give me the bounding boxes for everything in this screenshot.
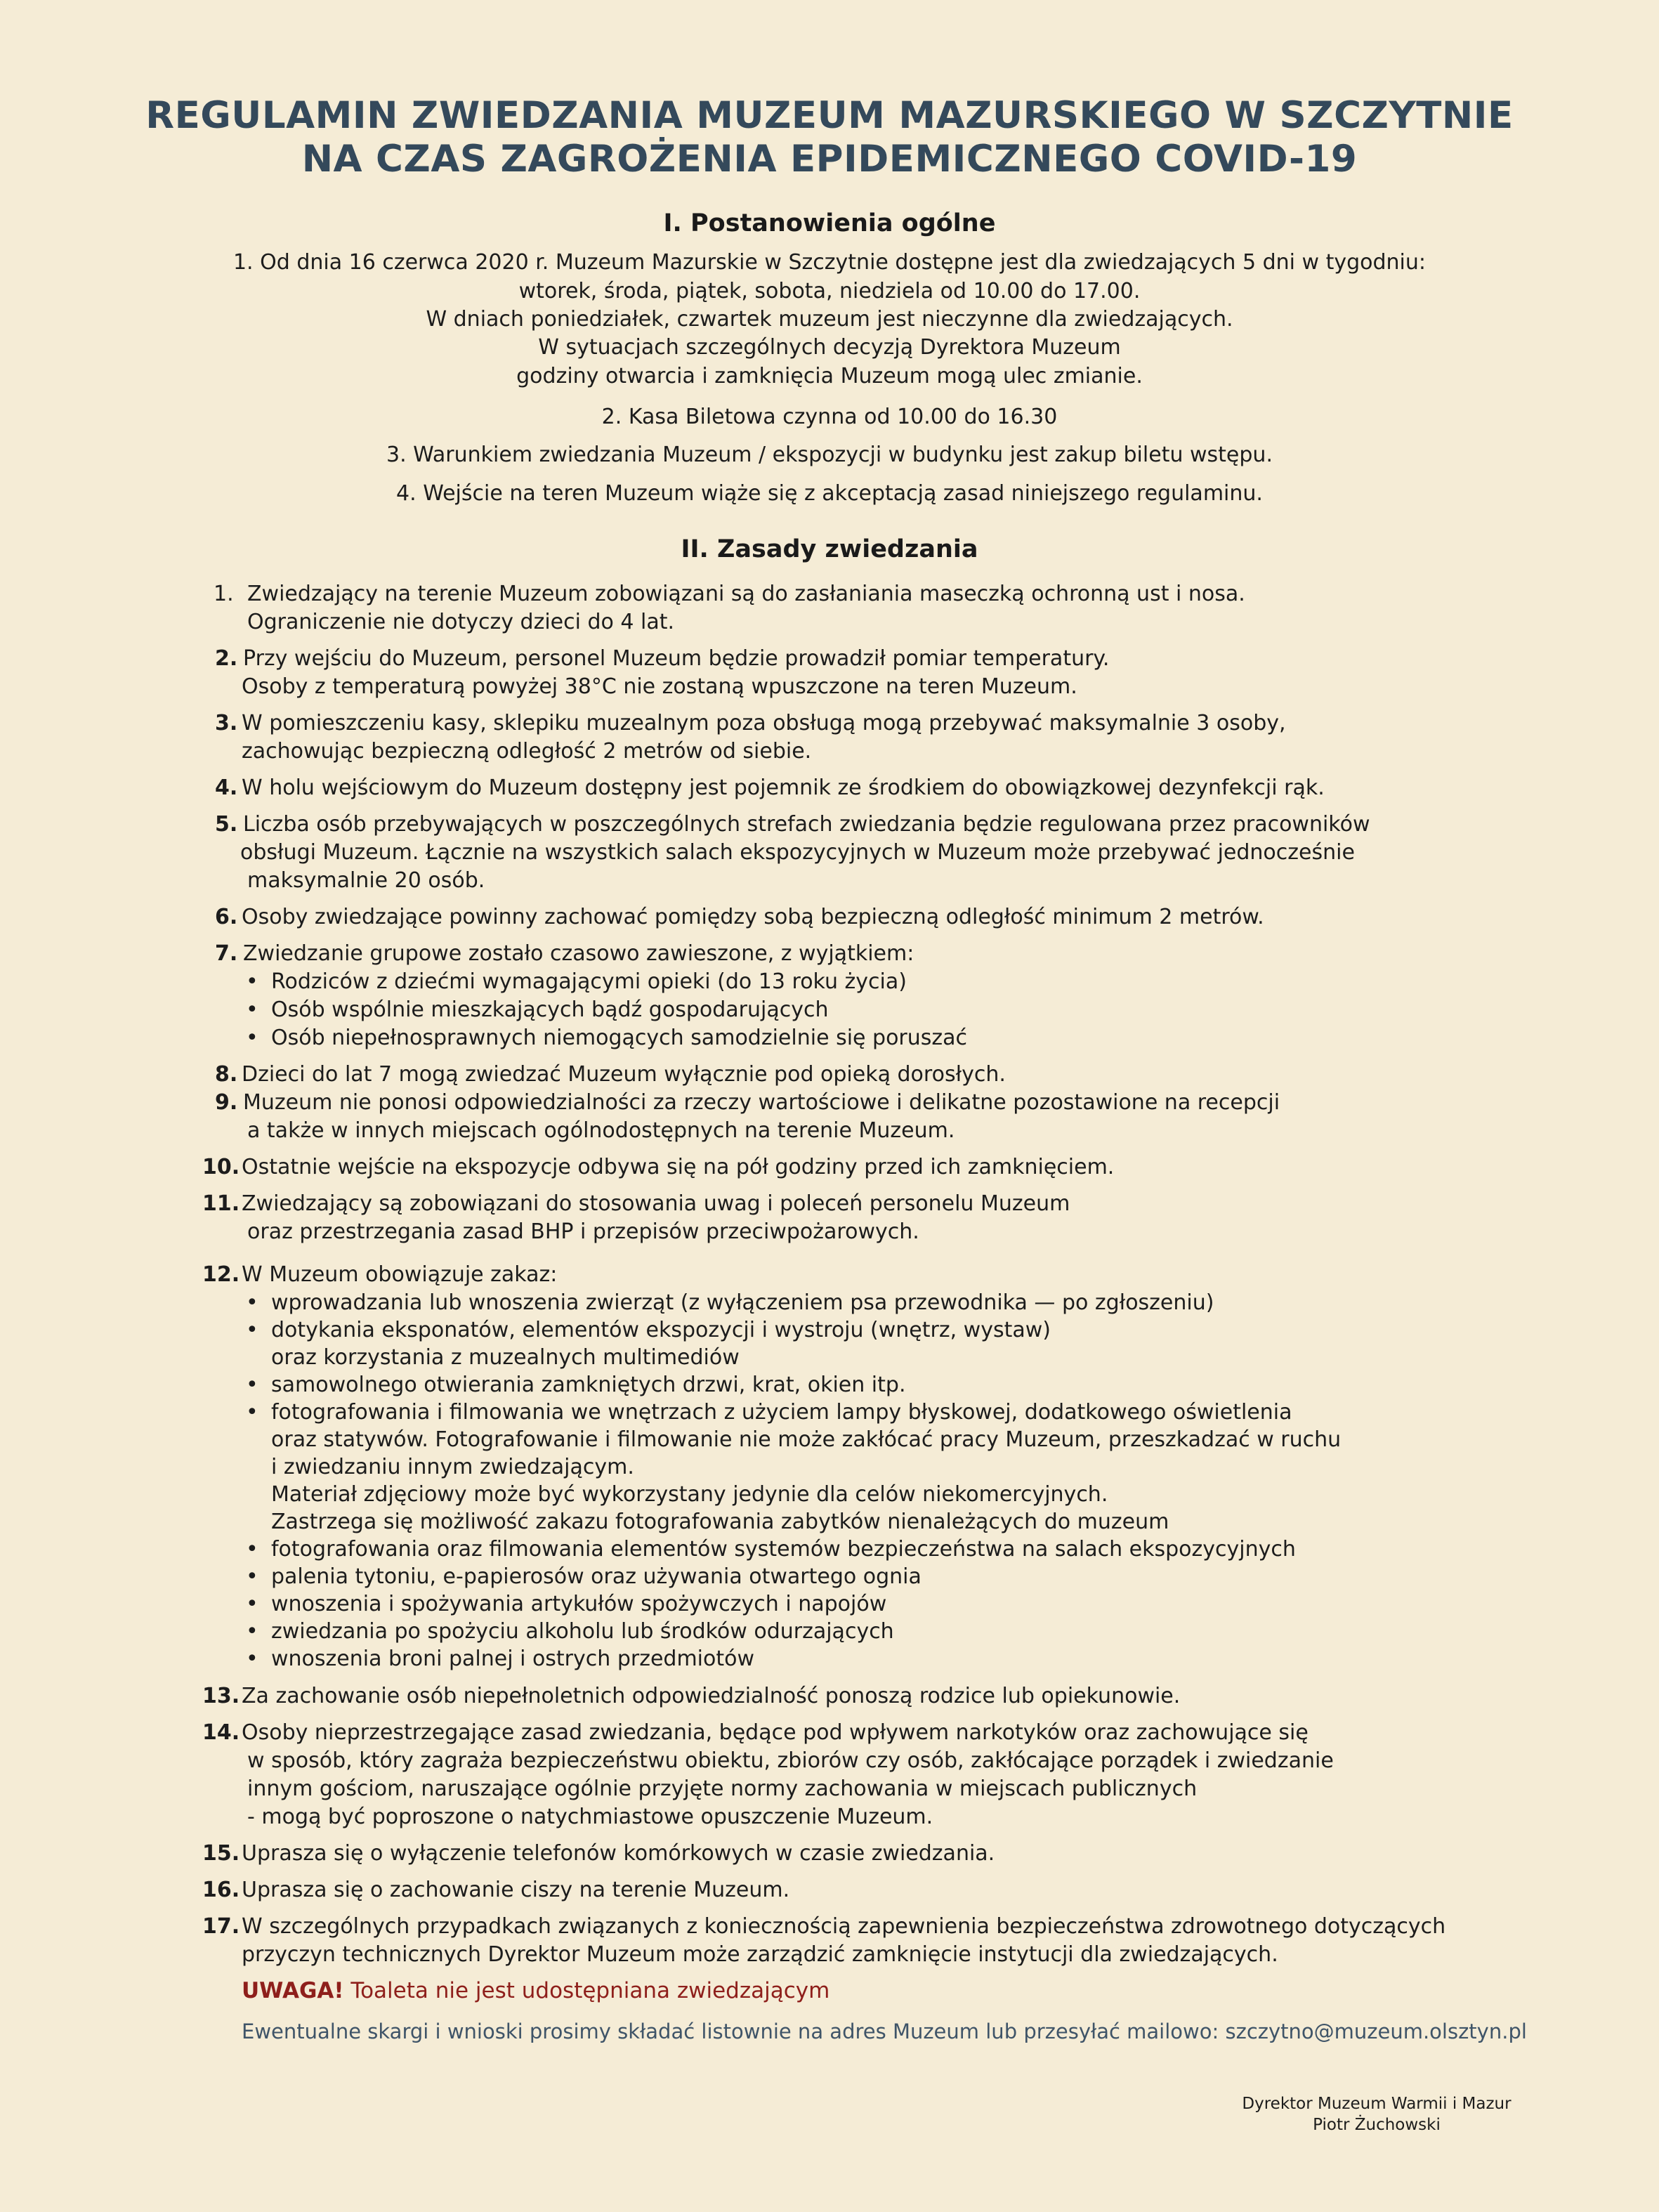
list-item-line: Przy wejściu do Muzeum, personel Muzeum będzie prowadził pomiar temperatury. — [243, 646, 1110, 671]
list-item-line: Dzieci do lat 7 mogą zwiedzać Muzeum wyłącznie pod opieką dorosłych. — [242, 1062, 1006, 1087]
list-item-line: Liczba osób przebywających w poszczególnych strefach zwiedzania będzie regulowana przez pracowników — [243, 812, 1370, 837]
bullet-item-continuation: Materiał zdjęciowy może być wykorzystany jedynie dla celów niekomercyjnych. — [271, 1482, 1108, 1507]
bullet-item: • dotykania eksponatów, elementów ekspozycji i wystroju (wnętrz, wystaw) — [246, 1316, 1051, 1344]
list-item-line: innym gościom, naruszające ogólnie przyjęte normy zachowania w miejscach publicznych — [247, 1776, 1198, 1801]
list-item-line: Uprasza się o zachowanie ciszy na terenie Muzeum. — [242, 1878, 790, 1902]
section-1-line: 1. Od dnia 16 czerwca 2020 r. Muzeum Mazurskie w Szczytnie dostępne jest dla zwiedzających 5 dni w tygodniu: — [232, 250, 1427, 275]
bullet-item-continuation: oraz korzystania z muzealnych multimediów — [271, 1345, 740, 1370]
list-item-line: oraz przestrzegania zasad BHP i przepisów przeciwpożarowych. — [247, 1219, 919, 1244]
signature-block — [1194, 2093, 1559, 2135]
bullet-item: • fotografowania oraz filmowania elementów systemów bezpieczeństwa na salach ekspozycyjnych — [246, 1536, 1296, 1564]
section-1-line: wtorek, środa, piątek, sobota, niedziela od 10.00 do 17.00. — [518, 279, 1141, 303]
list-item-number: 6. — [215, 905, 238, 929]
list-item-number: 13. — [202, 1684, 240, 1708]
list-item-line: obsługi Muzeum. Łącznie na wszystkich salach ekspozycyjnych w Muzeum może przebywać jednocześnie — [240, 840, 1355, 865]
list-item-line: Muzeum nie ponosi odpowiedzialności za rzeczy wartościowe i delikatne pozostawione na recepcji — [243, 1090, 1280, 1115]
list-item-line: Zwiedzający na terenie Muzeum zobowiązani są do zasłaniania maseczką ochronną ust i nosa. — [247, 582, 1245, 606]
list-item-number: 7. — [215, 941, 238, 966]
signature-name: Piotr Żuchowski — [1313, 2116, 1441, 2134]
bullet-item: • palenia tytoniu, e-papierosów oraz używania otwartego ognia — [246, 1563, 922, 1591]
bullet-item-continuation: oraz statywów. Fotografowanie i filmowanie nie może zakłócać pracy Muzeum, przeszkadzać w ruchu — [271, 1427, 1342, 1452]
warning-text: Toaleta nie jest udostępniana zwiedzającym — [350, 1978, 830, 2003]
list-item-number: 8. — [215, 1062, 238, 1087]
list-item-number: 15. — [202, 1841, 240, 1866]
section-1-line: 4. Wejście na teren Muzeum wiąże się z akceptacją zasad niniejszego regulaminu. — [396, 481, 1263, 506]
bullet-item: • wnoszenia i spożywania artykułów spożywczych i napojów — [246, 1590, 886, 1618]
list-item-line: Osoby nieprzestrzegające zasad zwiedzania, będące pod wpływem narkotyków oraz zachowujące się — [242, 1720, 1309, 1745]
list-item-line: Zwiedzający są zobowiązani do stosowania uwag i poleceń personelu Muzeum — [242, 1191, 1070, 1216]
list-item-number: 11. — [202, 1191, 240, 1216]
warning-notice — [242, 1977, 830, 2005]
bullet-item: • Rodziców z dziećmi wymagającymi opieki (do 13 roku życia) — [246, 968, 907, 996]
signature-role: Dyrektor Muzeum Warmii i Mazur — [1242, 2095, 1512, 2113]
title-line-2: NA CZAS ZAGROŻENIA EPIDEMICZNEGO COVID-19 — [301, 138, 1358, 181]
list-item-line: w sposób, który zagraża bezpieczeństwu obiektu, zbiorów czy osób, zakłócające porządek i zwiedzanie — [247, 1748, 1334, 1773]
list-item-number: 5. — [215, 812, 238, 837]
list-item-line: a także w innych miejscach ogólnodostępnych na terenie Muzeum. — [247, 1118, 955, 1143]
list-item-line: W holu wejściowym do Muzeum dostępny jest pojemnik ze środkiem do obowiązkowej dezynfekcji rąk. — [242, 775, 1325, 800]
list-item-line: Ograniczenie nie dotyczy dzieci do 4 lat. — [247, 610, 675, 634]
list-item-line: przyczyn technicznych Dyrektor Muzeum może zarządzić zamknięcie instytucji dla zwiedzających. — [242, 1942, 1278, 1967]
list-item-number: 1. — [214, 582, 234, 606]
list-item-line: - mogą być poproszone o natychmiastowe opuszczenie Muzeum. — [247, 1805, 933, 1829]
section-1-line: godziny otwarcia i zamknięcia Muzeum mogą ulec zmianie. — [516, 364, 1143, 388]
list-item-line: Za zachowanie osób niepełnoletnich odpowiedzialność ponoszą rodzice lub opiekunowie. — [242, 1684, 1181, 1708]
bullet-item-continuation: Zastrzega się możliwość zakazu fotografowania zabytków nienależących do muzeum — [271, 1510, 1169, 1534]
list-item-line: Osoby z temperaturą powyżej 38°C nie zostaną wpuszczone na teren Muzeum. — [242, 674, 1077, 699]
section-2-heading: II. Zasady zwiedzania — [681, 535, 978, 563]
title-line-1: REGULAMIN ZWIEDZANIA MUZEUM MAZURSKIEGO W SZCZYTNIE — [145, 94, 1514, 137]
list-item-line: zachowując bezpieczną odległość 2 metrów od siebie. — [242, 739, 812, 764]
list-item-number: 10. — [202, 1155, 240, 1179]
list-item-number: 4. — [215, 775, 238, 800]
list-item-number: 9. — [215, 1090, 238, 1115]
section-1-line: W dniach poniedziałek, czwartek muzeum jest nieczynne dla zwiedzających. — [426, 307, 1233, 332]
bullet-item-continuation: i zwiedzaniu innym zwiedzającym. — [271, 1455, 634, 1479]
list-item-number: 16. — [202, 1878, 240, 1902]
complaints-note: Ewentualne skargi i wnioski prosimy składać listownie na adres Muzeum lub przesyłać mailowo: szczytno@muzeum.olsztyn.pl — [242, 2020, 1527, 2043]
list-item-line: W pomieszczeniu kasy, sklepiku muzealnym poza obsługą mogą przebywać maksymalnie 3 osoby, — [242, 711, 1286, 735]
page-title — [0, 94, 1659, 181]
list-item-number: 14. — [202, 1720, 240, 1745]
section-1-line: 3. Warunkiem zwiedzania Muzeum / ekspozycji w budynku jest zakup biletu wstępu. — [386, 443, 1273, 467]
list-item-line: Zwiedzanie grupowe zostało czasowo zawieszone, z wyjątkiem: — [243, 941, 914, 966]
bullet-item: • Osób niepełnosprawnych niemogących samodzielnie się poruszać — [246, 1024, 967, 1052]
list-item-number: 12. — [202, 1262, 240, 1287]
bullet-item: • zwiedzania po spożyciu alkoholu lub środków odurzających — [246, 1618, 894, 1646]
bullet-item: • samowolnego otwierania zamkniętych drzwi, krat, okien itp. — [246, 1371, 906, 1399]
list-item-number: 3. — [215, 711, 238, 735]
warning-label: UWAGA! — [242, 1978, 344, 2003]
section-1-heading: I. Postanowienia ogólne — [663, 209, 996, 237]
list-item-line: W szczególnych przypadkach związanych z koniecznością zapewnienia bezpieczeństwa zdrowotnego dotyczących — [242, 1914, 1446, 1939]
section-1-line: 2. Kasa Biletowa czynna od 10.00 do 16.30 — [601, 405, 1058, 429]
list-item-line: Ostatnie wejście na ekspozycje odbywa się na pół godziny przed ich zamknięciem. — [242, 1155, 1115, 1179]
list-item-number: 17. — [202, 1914, 240, 1939]
bullet-item: • fotografowania i filmowania we wnętrzach z użyciem lampy błyskowej, dodatkowego oświetlenia — [246, 1399, 1292, 1427]
list-item-line: Osoby zwiedzające powinny zachować pomiędzy sobą bezpieczną odległość minimum 2 metrów. — [242, 905, 1264, 929]
bullet-item: • wprowadzania lub wnoszenia zwierząt (z wyłączeniem psa przewodnika — po zgłoszeniu) — [246, 1289, 1214, 1317]
list-item-number: 2. — [215, 646, 238, 671]
section-1-line: W sytuacjach szczególnych decyzją Dyrektora Muzeum — [538, 335, 1121, 360]
list-item-line: W Muzeum obowiązuje zakaz: — [242, 1262, 558, 1287]
list-item-line: maksymalnie 20 osób. — [247, 868, 485, 893]
list-item-line: Uprasza się o wyłączenie telefonów komórkowych w czasie zwiedzania. — [242, 1841, 995, 1866]
bullet-item: • Osób wspólnie mieszkających bądź gospodarujących — [246, 996, 828, 1024]
bullet-item: • wnoszenia broni palnej i ostrych przedmiotów — [246, 1645, 754, 1673]
